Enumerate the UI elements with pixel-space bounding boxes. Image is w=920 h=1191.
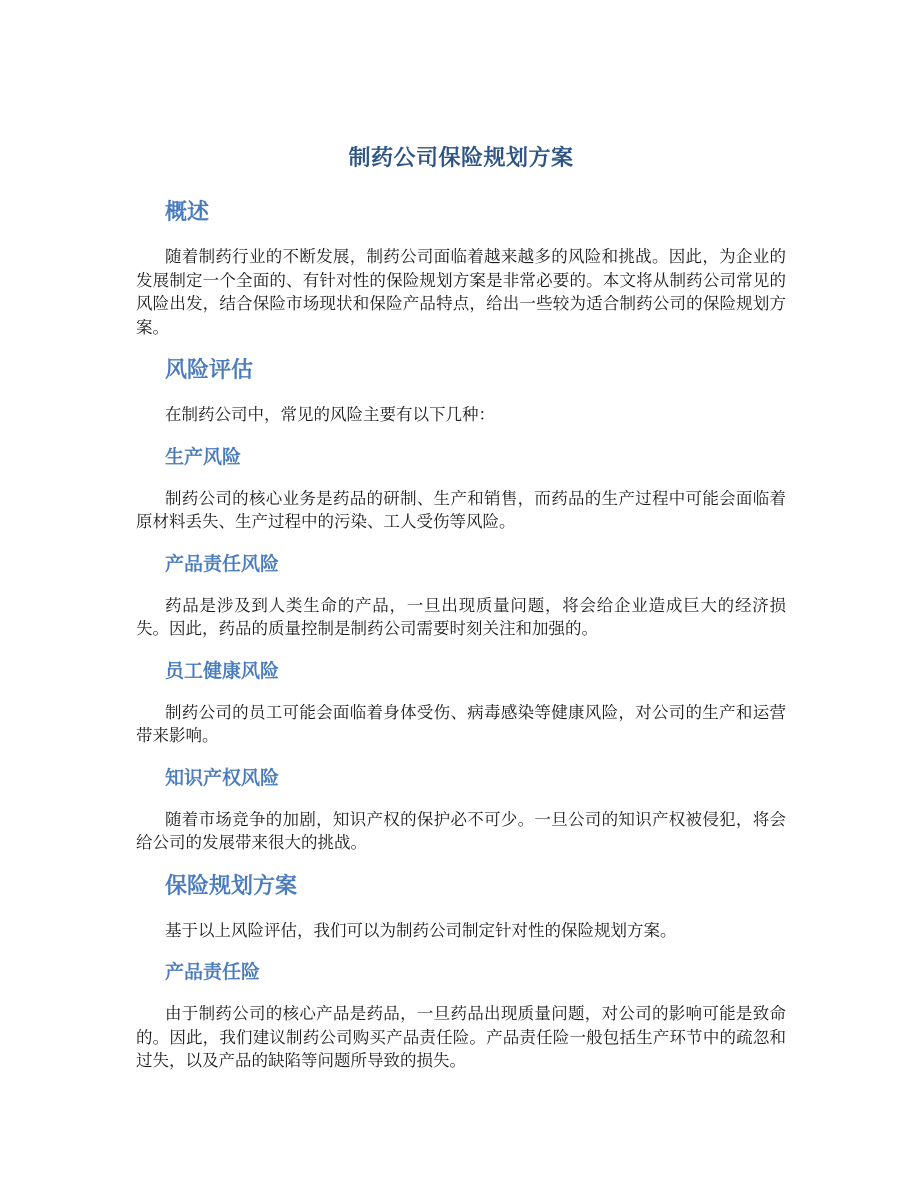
section-heading: 风险评估 bbox=[165, 358, 254, 383]
subsection-heading: 员工健康风险 bbox=[165, 659, 280, 682]
subsection-ip-risk bbox=[136, 762, 786, 855]
section-heading: 保险规划方案 bbox=[165, 873, 298, 899]
section-heading: 概述 bbox=[165, 200, 210, 225]
subsection-employee-health-risk bbox=[136, 655, 786, 748]
subsection-heading: 产品责任风险 bbox=[165, 552, 280, 575]
subsection-paragraph: 药品是涉及到人类生命的产品，一旦出现质量问题，将会给企业造成巨大的经济损失。因此，药品的质量控制是制药公司需要时刻关注和加强的。 bbox=[136, 595, 786, 638]
document-title: 制药公司保险规划方案 bbox=[348, 146, 574, 171]
subsection-heading: 知识产权风险 bbox=[165, 766, 280, 789]
subsection-heading: 产品责任险 bbox=[165, 961, 261, 983]
subsection-paragraph: 由于制药公司的核心产品是药品，一旦药品出现质量问题，对公司的影响可能是致命的。因此，我们建议制药公司购买产品责任险。产品责任险一般包括生产环节中的疏忽和过失，以及产品的缺陷等问题所导致的损失。 bbox=[136, 1004, 786, 1070]
section-paragraph: 随着制药行业的不断发展，制药公司面临着越来越多的风险和挑战。因此，为企业的发展制定一个全面的、有针对性的保险规划方案是非常必要的。本文将从制药公司常见的风险出发，结合保险市场现状和保险产品特点，给出一些较为适合制药公司的保险规划方案。 bbox=[136, 247, 786, 337]
section-paragraph: 基于以上风险评估，我们可以为制药公司制定针对性的保险规划方案。 bbox=[165, 920, 677, 940]
subsection-production-risk bbox=[136, 441, 786, 534]
section-overview bbox=[136, 195, 786, 339]
subsection-product-liability-insurance bbox=[136, 956, 786, 1073]
subsection-heading: 生产风险 bbox=[165, 445, 242, 468]
document-body bbox=[136, 140, 786, 1087]
subsection-paragraph: 随着市场竞争的加剧，知识产权的保护必不可少。一旦公司的知识产权被侵犯，将会给公司的发展带来很大的挑战。 bbox=[136, 809, 786, 852]
subsection-paragraph: 制药公司的核心业务是药品的研制、生产和销售，而药品的生产过程中可能会面临着原材料丢失、生产过程中的污染、工人受伤等风险。 bbox=[136, 488, 786, 531]
section-risk-assessment bbox=[136, 353, 786, 855]
section-insurance-plan bbox=[136, 869, 786, 1073]
subsection-product-liability-risk bbox=[136, 548, 786, 641]
section-paragraph: 在制药公司中，常见的风险主要有以下几种： bbox=[165, 405, 495, 424]
subsection-paragraph: 制药公司的员工可能会面临着身体受伤、病毒感染等健康风险，对公司的生产和运营带来影响。 bbox=[136, 702, 786, 745]
